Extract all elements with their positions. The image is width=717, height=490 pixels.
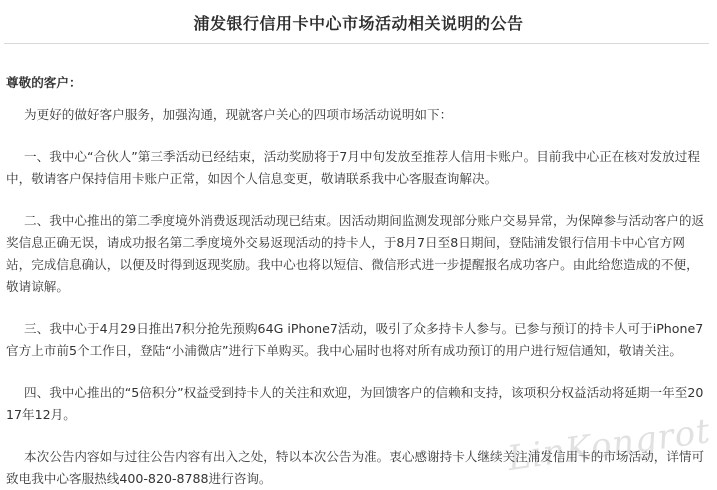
paragraph-item-1: 一、我中心“合伙人”第三季活动已经结束，活动奖励将于7月中旬发放至推荐人信用卡账户。目前我中心正在核对发放过程中，敬请客户保持信用卡账户正常，如因个人信息变更，敬请联系我中心客服查询解决。 <box>6 149 700 186</box>
closing-paragraph: 本次公告内容如与过往公告内容有出入之处，特以本次公告为准。衷心感谢持卡人继续关注浦发信用卡的市场活动，详情可致电我中心客服热线400-820-8788进行咨询。 <box>6 449 705 486</box>
title-divider <box>4 43 709 44</box>
intro-paragraph: 为更好的做好客户服务，加强沟通，现就客户关心的四项市场活动说明如下： <box>24 107 453 122</box>
salutation: 尊敬的客户： <box>6 75 82 90</box>
announcement-body <box>6 72 709 490</box>
paragraph-item-3: 三、我中心于4月29日推出7积分抢先预购64G iPhone7活动，吸引了众多持卡人参与。已参与预订的持卡人可于iPhone7官方上市前5个工作日，登陆“小浦微店”进行下单购买。我中心届时也将对所有成功预订的用户进行短信通知，敬请关注。 <box>6 321 704 358</box>
paragraph-item-2: 二、我中心推出的第二季度境外消费返现活动现已结束。因活动期间监测发现部分账户交易异常，为保障参与活动客户的返奖信息正确无误，请成功报名第二季度境外交易返现活动的持卡人，于8月7日至8日期间，登陆浦发银行信用卡中心官方网站，完成信息确认，以便及时得到返现奖励。我中心也将以短信、微信形式进一步提醒报名成功客户。由此给您造成的不便，敬请谅解。 <box>6 213 705 294</box>
watermark-signature: LinKongrot <box>504 410 713 480</box>
paragraph-item-4: 四、我中心推出的“5倍积分”权益受到持卡人的关注和欢迎，为回馈客户的信赖和支持，该项积分权益活动将延期一年至2017年12月。 <box>6 385 704 422</box>
page-title: 浦发银行信用卡中心市场活动相关说明的公告 <box>193 14 524 33</box>
